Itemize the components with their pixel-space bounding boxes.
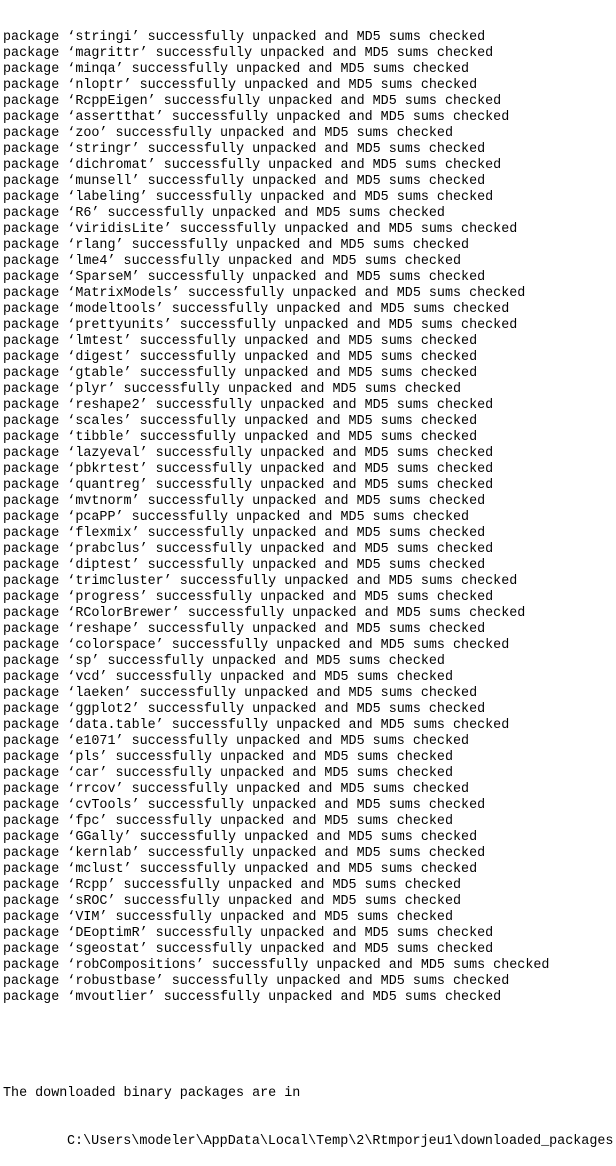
package-log-line: package ‘mvtnorm’ successfully unpacked and MD5 sums checked: [3, 494, 486, 509]
download-location-path: C:\Users\modeler\AppData\Local\Temp\2\Rtmporjeu1\downloaded_packages: [67, 1134, 614, 1149]
package-log-line: package ‘gtable’ successfully unpacked and MD5 sums checked: [3, 366, 478, 381]
blank-line: [3, 1038, 615, 1054]
console-output: [3, 0, 615, 1166]
package-log-line: package ‘fpc’ successfully unpacked and MD5 sums checked: [3, 814, 453, 829]
package-log-line: package ‘progress’ successfully unpacked and MD5 sums checked: [3, 590, 494, 605]
package-log-line: package ‘lmtest’ successfully unpacked and MD5 sums checked: [3, 334, 478, 349]
package-log-line: package ‘laeken’ successfully unpacked and MD5 sums checked: [3, 686, 478, 701]
package-log-list: [3, 30, 615, 1006]
package-log-line: package ‘vcd’ successfully unpacked and MD5 sums checked: [3, 670, 453, 685]
package-log-line: package ‘tibble’ successfully unpacked and MD5 sums checked: [3, 430, 478, 445]
package-log-line: package ‘flexmix’ successfully unpacked and MD5 sums checked: [3, 526, 486, 541]
package-log-line: package ‘diptest’ successfully unpacked and MD5 sums checked: [3, 558, 486, 573]
download-location-message: The downloaded binary packages are in: [3, 1086, 301, 1101]
package-log-line: package ‘prabclus’ successfully unpacked and MD5 sums checked: [3, 542, 494, 557]
package-log-line: package ‘ggplot2’ successfully unpacked and MD5 sums checked: [3, 702, 486, 717]
package-log-line: package ‘lme4’ successfully unpacked and MD5 sums checked: [3, 254, 462, 269]
package-log-line: package ‘dichromat’ successfully unpacked and MD5 sums checked: [3, 158, 502, 173]
package-log-line: package ‘labeling’ successfully unpacked and MD5 sums checked: [3, 190, 494, 205]
package-log-line: package ‘rlang’ successfully unpacked and MD5 sums checked: [3, 238, 470, 253]
package-log-line: package ‘MatrixModels’ successfully unpacked and MD5 sums checked: [3, 286, 526, 301]
package-log-line: package ‘cvTools’ successfully unpacked and MD5 sums checked: [3, 798, 486, 813]
package-log-line: package ‘quantreg’ successfully unpacked and MD5 sums checked: [3, 478, 494, 493]
package-log-line: package ‘SparseM’ successfully unpacked and MD5 sums checked: [3, 270, 486, 285]
package-log-line: package ‘sROC’ successfully unpacked and MD5 sums checked: [3, 894, 462, 909]
package-log-line: package ‘car’ successfully unpacked and MD5 sums checked: [3, 766, 453, 781]
package-log-line: package ‘assertthat’ successfully unpacked and MD5 sums checked: [3, 110, 510, 125]
package-log-line: package ‘munsell’ successfully unpacked and MD5 sums checked: [3, 174, 486, 189]
package-log-line: package ‘prettyunits’ successfully unpacked and MD5 sums checked: [3, 318, 518, 333]
package-log-line: package ‘plyr’ successfully unpacked and MD5 sums checked: [3, 382, 462, 397]
package-log-line: package ‘digest’ successfully unpacked and MD5 sums checked: [3, 350, 478, 365]
package-log-line: package ‘VIM’ successfully unpacked and MD5 sums checked: [3, 910, 453, 925]
package-log-line: package ‘kernlab’ successfully unpacked and MD5 sums checked: [3, 846, 486, 861]
package-log-line: package ‘robustbase’ successfully unpacked and MD5 sums checked: [3, 974, 510, 989]
package-log-line: package ‘robCompositions’ successfully unpacked and MD5 sums checked: [3, 958, 550, 973]
package-log-line: package ‘trimcluster’ successfully unpacked and MD5 sums checked: [3, 574, 518, 589]
package-log-line: package ‘mvoutlier’ successfully unpacked and MD5 sums checked: [3, 990, 502, 1005]
package-log-line: package ‘RColorBrewer’ successfully unpacked and MD5 sums checked: [3, 606, 526, 621]
package-log-line: package ‘modeltools’ successfully unpacked and MD5 sums checked: [3, 302, 510, 317]
package-log-line: package ‘pbkrtest’ successfully unpacked and MD5 sums checked: [3, 462, 494, 477]
package-log-line: package ‘nloptr’ successfully unpacked and MD5 sums checked: [3, 78, 478, 93]
package-log-line: package ‘lazyeval’ successfully unpacked and MD5 sums checked: [3, 446, 494, 461]
package-log-line: package ‘RcppEigen’ successfully unpacked and MD5 sums checked: [3, 94, 502, 109]
package-log-line: package ‘mclust’ successfully unpacked and MD5 sums checked: [3, 862, 478, 877]
package-log-line: package ‘rrcov’ successfully unpacked and MD5 sums checked: [3, 782, 470, 797]
package-log-line: package ‘e1071’ successfully unpacked and MD5 sums checked: [3, 734, 470, 749]
package-log-line: package ‘stringi’ successfully unpacked and MD5 sums checked: [3, 30, 486, 45]
package-log-line: package ‘magrittr’ successfully unpacked and MD5 sums checked: [3, 46, 494, 61]
package-log-line: package ‘colorspace’ successfully unpacked and MD5 sums checked: [3, 638, 510, 653]
package-log-line: package ‘sp’ successfully unpacked and MD5 sums checked: [3, 654, 445, 669]
package-log-line: package ‘Rcpp’ successfully unpacked and MD5 sums checked: [3, 878, 462, 893]
package-log-line: package ‘GGally’ successfully unpacked and MD5 sums checked: [3, 830, 478, 845]
package-log-line: package ‘viridisLite’ successfully unpacked and MD5 sums checked: [3, 222, 518, 237]
package-log-line: package ‘zoo’ successfully unpacked and MD5 sums checked: [3, 126, 453, 141]
package-log-line: package ‘minqa’ successfully unpacked and MD5 sums checked: [3, 62, 470, 77]
package-log-line: package ‘DEoptimR’ successfully unpacked and MD5 sums checked: [3, 926, 494, 941]
package-log-line: package ‘reshape2’ successfully unpacked and MD5 sums checked: [3, 398, 494, 413]
package-log-line: package ‘reshape’ successfully unpacked and MD5 sums checked: [3, 622, 486, 637]
package-log-line: package ‘pcaPP’ successfully unpacked and MD5 sums checked: [3, 510, 470, 525]
package-log-line: package ‘data.table’ successfully unpacked and MD5 sums checked: [3, 718, 510, 733]
package-log-line: package ‘pls’ successfully unpacked and MD5 sums checked: [3, 750, 453, 765]
package-log-line: package ‘R6’ successfully unpacked and MD5 sums checked: [3, 206, 445, 221]
package-log-line: package ‘scales’ successfully unpacked and MD5 sums checked: [3, 414, 478, 429]
package-log-line: package ‘stringr’ successfully unpacked and MD5 sums checked: [3, 142, 486, 157]
package-log-line: package ‘sgeostat’ successfully unpacked and MD5 sums checked: [3, 942, 494, 957]
